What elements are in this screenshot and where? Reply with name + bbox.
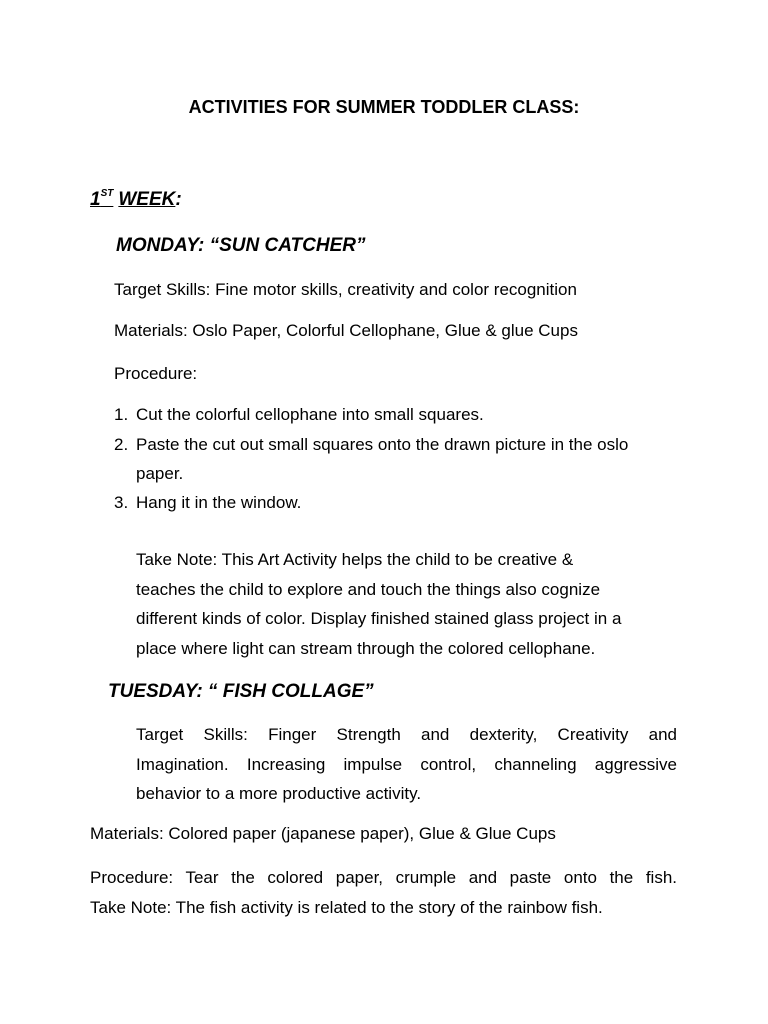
week-label: WEEK [118, 189, 176, 210]
monday-target-skills: Target Skills: Fine motor skills, creativity and color recognition [114, 280, 577, 299]
step-number: 2. [114, 435, 129, 454]
step-number: 1. [114, 405, 129, 424]
monday-note [136, 545, 621, 663]
week-number: 1 [90, 189, 101, 210]
note-line: place where light can stream through the colored cellophane. [136, 638, 596, 658]
tuesday-procedure: Procedure: Tear the colored paper, crumple and paste onto the fish. [90, 868, 677, 887]
week-colon: : [175, 189, 182, 210]
monday-procedure-label: Procedure: [114, 364, 198, 383]
step-text: Hang it in the window. [136, 493, 302, 512]
target-line: behavior to a more productive activity. [136, 784, 422, 803]
target-line: Target Skills: Finger Strength and dexterity, Creativity and [136, 725, 677, 744]
target-line: Imagination. Increasing impulse control, channeling aggressive [136, 754, 677, 774]
monday-heading: MONDAY: “SUN CATCHER” [116, 235, 366, 256]
step-text: Paste the cut out small squares onto the drawn picture in the oslo [136, 435, 629, 454]
step-2 [114, 435, 628, 455]
step-text: Cut the colorful cellophane into small squares. [136, 405, 484, 424]
note-line: different kinds of color. Display finished stained glass project in a [136, 609, 622, 628]
note-line: teaches the child to explore and touch the things also cognize [136, 579, 601, 599]
week-heading-text [90, 189, 175, 210]
week-heading [90, 188, 182, 211]
tuesday-target-skills [136, 720, 677, 809]
note-line: Take Note: This Art Activity helps the child to be creative & [136, 550, 574, 569]
week-suffix: ST [100, 188, 114, 199]
step-3 [114, 493, 301, 513]
monday-materials: Materials: Oslo Paper, Colorful Cellophane, Glue & glue Cups [114, 321, 578, 340]
tuesday-materials: Materials: Colored paper (japanese paper), Glue & Glue Cups [90, 824, 556, 843]
tuesday-note: Take Note: The fish activity is related to the story of the rainbow fish. [90, 897, 603, 917]
tuesday-procedure-block [90, 863, 677, 922]
step-number: 3. [114, 493, 129, 512]
page-title: ACTIVITIES FOR SUMMER TODDLER CLASS: [188, 97, 580, 117]
step-2-continuation: paper. [136, 464, 184, 483]
step-1 [114, 405, 484, 425]
tuesday-heading: TUESDAY: “ FISH COLLAGE” [108, 681, 374, 702]
